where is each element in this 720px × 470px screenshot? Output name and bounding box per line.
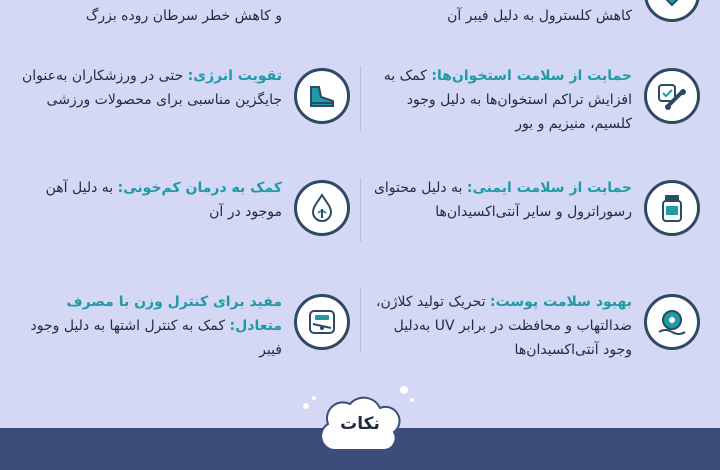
item-immunity-body: به دلیل محتوای رسوراترول و سایر آنتی‌اکسیدان‌ها [373, 180, 632, 220]
column-divider-2 [360, 178, 361, 242]
bone-icon [655, 79, 689, 113]
bone-icon-circle [644, 68, 700, 124]
column-divider-1 [360, 66, 361, 132]
shoe-icon-circle [294, 68, 350, 124]
supplement-jar-icon-circle [644, 180, 700, 236]
item-energy-title: تقویت انرژی: [187, 68, 282, 84]
item-weight [20, 290, 350, 380]
item-bones-title: حمایت از سلامت استخوان‌ها: [431, 68, 632, 84]
item-weight-body: کمک به کنترل اشتها به دلیل وجود فیبر [30, 318, 282, 358]
item-energy-body: حتی در ورزشکاران به‌عنوان جایگزین مناسبی برای محصولات ورزشی [22, 68, 282, 108]
item-skin-title: بهبود سلامت پوست: [489, 294, 632, 310]
scale-icon [305, 305, 339, 339]
scale-icon-circle [294, 294, 350, 350]
footer-label: نکات [340, 414, 380, 434]
drop-icon [305, 191, 339, 225]
item-skin [370, 290, 700, 380]
item-anemia-body: به دلیل آهن موجود در آن [45, 180, 282, 220]
drop-icon-circle [294, 180, 350, 236]
item-energy [20, 64, 350, 154]
item-immunity [370, 176, 700, 266]
shoe-icon [305, 79, 339, 113]
skin-cell-icon-circle [644, 294, 700, 350]
heart-icon-circle [644, 0, 700, 22]
item-colon-body: و کاهش خطر سرطان روده بزرگ [85, 8, 282, 24]
heart-icon [655, 0, 689, 11]
item-weight-title: مفید برای کنترل وزن با مصرف متعادل: [66, 294, 282, 334]
item-cholesterol [370, 0, 700, 52]
item-colon [20, 0, 350, 52]
column-divider-3 [360, 288, 361, 352]
item-bones [370, 64, 700, 154]
item-bones-body: کمک به افزایش تراکم استخوان‌ها به دلیل وجود کلسیم، منیزیم و بور [383, 68, 632, 132]
item-cholesterol-body: کاهش کلسترول به دلیل فیبر آن [447, 8, 632, 24]
item-anemia [20, 176, 350, 266]
skin-cell-icon [655, 305, 689, 339]
item-anemia-title: کمک به درمان کم‌خونی: [117, 180, 282, 196]
supplement-jar-icon [655, 191, 689, 225]
item-immunity-title: حمایت از سلامت ایمنی: [466, 180, 632, 196]
item-skin-body: تحریک تولید کلاژن، ضدالتهاب و محافظت در برابر UV به‌دلیل وجود آنتی‌اکسیدان‌ها [375, 294, 632, 358]
